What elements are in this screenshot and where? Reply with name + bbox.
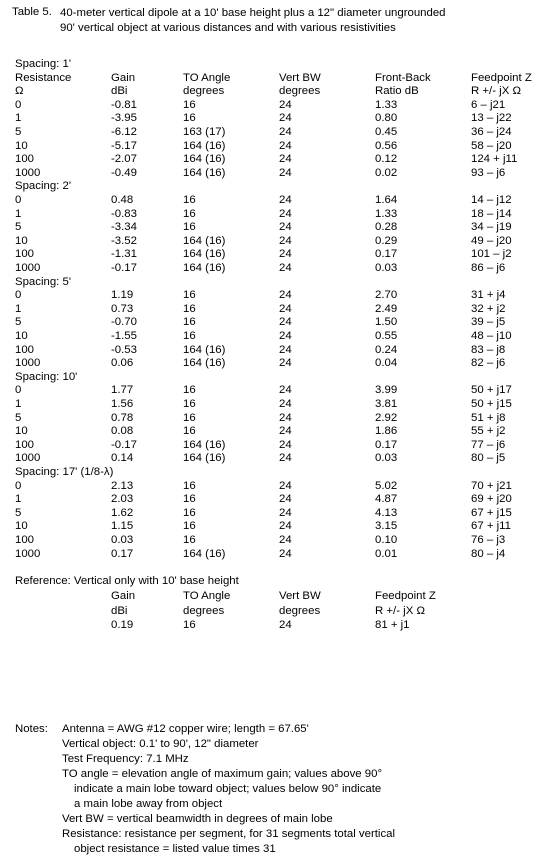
table-cell: Vert BW: [279, 590, 321, 603]
notes-label: Notes:: [15, 723, 48, 735]
table-cell: Feedpoint Z: [375, 590, 436, 603]
note-line: TO angle = elevation angle of maximum gain; values above 90°: [62, 768, 382, 780]
table-cell: 32 + j2: [471, 302, 506, 315]
table-cell: 1: [15, 207, 22, 220]
table-cell: 24: [279, 520, 292, 533]
table-cell: 1.15: [111, 520, 134, 533]
table-cell: 24: [279, 547, 292, 560]
note-line: a main lobe away from object: [74, 798, 223, 810]
table-cell: 18 – j14: [471, 207, 512, 220]
table-cell: -0.49: [111, 166, 137, 179]
table-row: [0, 112, 556, 126]
table-cell: 58 – j20: [471, 139, 512, 152]
table-cell: 5: [15, 411, 22, 424]
table-row: [0, 330, 556, 344]
note-line: object resistance = listed value times 31: [74, 843, 276, 855]
table-cell: 2.92: [375, 411, 398, 424]
note-line: Vert BW = vertical beamwidth in degrees of main lobe: [62, 813, 333, 825]
table-title-label: Table 5.: [12, 6, 52, 18]
table-cell: 70 + j21: [471, 479, 512, 492]
table-cell: 164 (16): [183, 438, 226, 451]
table-cell: -0.70: [111, 316, 137, 329]
table-cell: 5: [15, 126, 22, 138]
table-cell: 1.62: [111, 506, 134, 519]
table-cell: Ω: [15, 85, 24, 98]
table-cell: 24: [279, 619, 292, 632]
table-cell: 0.03: [375, 452, 398, 465]
table-cell: 0.01: [375, 547, 398, 560]
table-cell: 0.19: [111, 619, 134, 632]
table-cell: 0.03: [375, 262, 398, 274]
table-cell: 163 (17): [183, 126, 226, 138]
table-cell: 24: [279, 166, 292, 179]
table-cell: 16: [183, 194, 196, 206]
table-cell: degrees: [183, 85, 225, 98]
table-cell: 100: [15, 248, 35, 261]
table-cell: 16: [183, 289, 196, 302]
table-cell: 67 + j11: [471, 520, 512, 533]
table-cell: 164 (16): [183, 262, 226, 274]
table-cell: 0: [15, 384, 22, 397]
table-row: [0, 140, 556, 154]
table-cell: 164 (16): [183, 547, 226, 560]
table-cell: degrees: [279, 604, 321, 617]
note-line: Vertical object: 0.1' to 90', 12" diameter: [62, 738, 259, 750]
table-cell: -3.34: [111, 221, 137, 234]
table-cell: 0.78: [111, 411, 134, 424]
table-cell: Resistance: [15, 71, 72, 84]
table-cell: 24: [279, 126, 292, 138]
table-cell: 1: [15, 493, 22, 506]
table-cell: 164 (16): [183, 343, 226, 356]
reference-header-row: [0, 605, 556, 619]
table-cell: 16: [183, 330, 196, 342]
table-cell: 4.13: [375, 506, 398, 519]
table-cell: 16: [183, 98, 196, 111]
table-cell: 24: [279, 112, 292, 125]
table-cell: -6.12: [111, 126, 137, 138]
table-cell: 16: [183, 112, 196, 125]
table-cell: 76 – j3: [471, 534, 506, 546]
table-cell: 86 – j6: [471, 262, 506, 274]
table-row: [0, 235, 556, 249]
table-cell: 3.81: [375, 398, 398, 410]
table-cell: 50 + j15: [471, 398, 512, 410]
table-cell: 77 – j6: [471, 438, 506, 451]
reference-label: Reference: Vertical only with 10' base height: [15, 575, 239, 588]
table-cell: 24: [279, 438, 292, 451]
table-row: [0, 534, 556, 548]
table-cell: -2.07: [111, 153, 137, 166]
table-cell: 24: [279, 398, 292, 410]
table-cell: 24: [279, 153, 292, 166]
table-cell: R +/- jX Ω: [375, 604, 425, 617]
table-cell: 2.03: [111, 493, 134, 506]
table-cell: dBi: [111, 85, 128, 98]
header-row: [0, 72, 556, 86]
table-cell: 0.17: [375, 438, 398, 451]
table-cell: 14 – j12: [471, 194, 512, 206]
table-row: [0, 398, 556, 412]
table-cell: 0: [15, 479, 22, 492]
table-cell: 16: [183, 479, 196, 492]
table-cell: 10: [15, 330, 28, 342]
table-cell: 24: [279, 452, 292, 465]
table-row: [0, 344, 556, 358]
table-cell: 1.50: [375, 316, 398, 329]
table-row: [0, 248, 556, 262]
table-cell: 1.19: [111, 289, 134, 302]
table-cell: 24: [279, 234, 292, 247]
table-cell: 6 – j21: [471, 98, 506, 111]
table-cell: 2.70: [375, 289, 398, 302]
table-cell: 164 (16): [183, 139, 226, 152]
table-cell: 0.02: [375, 166, 398, 179]
table-cell: 24: [279, 330, 292, 342]
table-cell: 93 – j6: [471, 166, 506, 179]
table-cell: 16: [183, 534, 196, 546]
table-cell: 24: [279, 343, 292, 356]
table-cell: Gain: [111, 71, 136, 84]
table-cell: 24: [279, 506, 292, 519]
table-cell: 0.17: [375, 248, 398, 261]
table-cell: 1000: [15, 357, 41, 370]
table-cell: 1.33: [375, 207, 398, 220]
table-row: [0, 384, 556, 398]
table-cell: 3.99: [375, 384, 398, 397]
spacing-label: [0, 180, 556, 194]
table-row: [0, 357, 556, 371]
table-cell: 0.14: [111, 452, 134, 465]
table-row: [0, 126, 556, 140]
table-cell: 0.03: [111, 534, 134, 546]
table-cell: 80 – j5: [471, 452, 506, 465]
reference-values-row: [0, 619, 556, 633]
table-row: [0, 194, 556, 208]
table-cell: -0.17: [111, 438, 137, 451]
table-cell: 0.80: [375, 112, 398, 125]
table-cell: 16: [183, 493, 196, 506]
table-cell: -3.95: [111, 112, 137, 125]
table-row: [0, 153, 556, 167]
table-cell: 24: [279, 316, 292, 329]
table-cell: 24: [279, 302, 292, 315]
table-cell: 49 – j20: [471, 234, 512, 247]
table-cell: 3.15: [375, 520, 398, 533]
table-cell: 100: [15, 438, 35, 451]
spacing-text: Spacing: 5': [15, 275, 72, 288]
table-row: [0, 316, 556, 330]
note-line: Antenna = AWG #12 copper wire; length = 67.65': [62, 723, 309, 735]
table-cell: 0.10: [375, 534, 398, 546]
table-cell: 24: [279, 357, 292, 370]
table-cell: 1: [15, 398, 22, 410]
table-cell: 0.12: [375, 153, 398, 166]
table-cell: dBi: [111, 604, 128, 617]
table-row: [0, 208, 556, 222]
table-cell: 0.06: [111, 357, 134, 370]
table-cell: 164 (16): [183, 166, 226, 179]
table-cell: 1: [15, 302, 22, 315]
table-cell: 16: [183, 411, 196, 424]
table-cell: 5: [15, 506, 22, 519]
table-cell: 16: [183, 619, 196, 632]
table-cell: Feedpoint Z: [471, 71, 532, 84]
table-cell: 10: [15, 425, 28, 438]
table-row: [0, 303, 556, 317]
table-row: [0, 480, 556, 494]
table-cell: -1.55: [111, 330, 137, 342]
spacing-text: Spacing: 17' (1/8-λ): [15, 466, 114, 478]
table-cell: 24: [279, 289, 292, 302]
table-cell: 24: [279, 194, 292, 206]
table-cell: 0.29: [375, 234, 398, 247]
table-cell: 164 (16): [183, 452, 226, 465]
table-cell: 2.49: [375, 302, 398, 315]
table-cell: 0.45: [375, 126, 398, 138]
table-cell: 1.56: [111, 398, 134, 410]
table-cell: Vert BW: [279, 71, 321, 84]
table-cell: -1.31: [111, 248, 137, 261]
table-row: [0, 507, 556, 521]
table-cell: 16: [183, 520, 196, 533]
table-cell: 24: [279, 493, 292, 506]
table-cell: 24: [279, 207, 292, 220]
table-cell: -5.17: [111, 139, 137, 152]
table-cell: 100: [15, 534, 35, 546]
spacing-label: [0, 58, 556, 72]
table-cell: 82 – j6: [471, 357, 506, 370]
table-row: [0, 221, 556, 235]
table-cell: 0: [15, 289, 22, 302]
table-cell: 1.77: [111, 384, 134, 397]
spacing-text: Spacing: 1': [15, 58, 72, 70]
table-cell: 1000: [15, 452, 41, 465]
spacing-label: [0, 371, 556, 385]
table-cell: 4.87: [375, 493, 398, 506]
table-cell: 1000: [15, 547, 41, 560]
table-row: [0, 425, 556, 439]
table-cell: degrees: [183, 604, 225, 617]
table-cell: 34 – j19: [471, 221, 512, 234]
note-line: Test Frequency: 7.1 MHz: [62, 753, 189, 765]
table-cell: 24: [279, 534, 292, 546]
table-cell: 164 (16): [183, 357, 226, 370]
table-cell: 164 (16): [183, 153, 226, 166]
table-cell: 10: [15, 234, 28, 247]
table-cell: 0: [15, 194, 22, 206]
table-cell: 1.33: [375, 98, 398, 111]
table-cell: TO Angle: [183, 71, 231, 84]
table-cell: -0.83: [111, 207, 137, 220]
table-cell: 1.86: [375, 425, 398, 438]
table-row: [0, 167, 556, 181]
table-row: [0, 493, 556, 507]
spacing-label: [0, 276, 556, 290]
table-cell: 0.08: [111, 425, 134, 438]
table-cell: 24: [279, 248, 292, 261]
spacing-text: Spacing: 10': [15, 370, 78, 383]
table-cell: 48 – j10: [471, 330, 512, 342]
table-cell: 16: [183, 398, 196, 410]
table-cell: 1.64: [375, 194, 398, 206]
table-row: [0, 452, 556, 466]
table-cell: 16: [183, 425, 196, 438]
table-cell: 1000: [15, 166, 41, 179]
table-cell: 0.04: [375, 357, 398, 370]
table-cell: 0.24: [375, 343, 398, 356]
table-row: [0, 412, 556, 426]
table-cell: -0.17: [111, 262, 137, 274]
table-cell: 83 – j8: [471, 343, 506, 356]
table-cell: 39 – j5: [471, 316, 506, 329]
table-title: [60, 6, 446, 36]
table-cell: 16: [183, 506, 196, 519]
table-cell: 24: [279, 384, 292, 397]
table-cell: 5.02: [375, 479, 398, 492]
table-cell: 1000: [15, 262, 41, 274]
table-cell: 16: [183, 302, 196, 315]
note-line: Resistance: resistance per segment, for 31 segments total vertical: [62, 828, 396, 840]
table-row: [0, 548, 556, 562]
table-cell: 100: [15, 153, 35, 166]
table-cell: degrees: [279, 85, 321, 98]
spacing-label: [0, 466, 556, 480]
table-cell: Gain: [111, 590, 136, 603]
table-cell: 16: [183, 316, 196, 329]
table-cell: 16: [183, 221, 196, 234]
table-title-line: 40-meter vertical dipole at a 10' base height plus a 12" diameter ungrounded: [60, 7, 446, 19]
table-row: [0, 289, 556, 303]
table-cell: 24: [279, 139, 292, 152]
header-row: [0, 85, 556, 99]
table-title-line: 90' vertical object at various distances and with various resistivities: [60, 22, 396, 34]
table-cell: R +/- jX Ω: [471, 85, 521, 98]
table-row: [0, 439, 556, 453]
note-line: indicate a main lobe toward object; values below 90° indicate: [74, 783, 382, 795]
table-cell: 51 + j8: [471, 411, 506, 424]
table-cell: TO Angle: [183, 590, 231, 603]
reference-header-row: [0, 590, 556, 604]
table-cell: 50 + j17: [471, 384, 512, 397]
table-cell: 24: [279, 98, 292, 111]
table-cell: 164 (16): [183, 248, 226, 261]
table-cell: Ratio dB: [375, 85, 419, 98]
table-cell: 10: [15, 139, 28, 152]
table-cell: 0.17: [111, 547, 134, 560]
spacing-text: Spacing: 2': [15, 180, 72, 193]
table-cell: 55 + j2: [471, 425, 506, 438]
table-cell: 1: [15, 112, 22, 125]
table-cell: 24: [279, 262, 292, 274]
table-cell: -3.52: [111, 234, 137, 247]
table-cell: 81 + j1: [375, 619, 410, 632]
table-cell: 36 – j24: [471, 126, 512, 138]
table-cell: 24: [279, 479, 292, 492]
table-cell: 13 – j22: [471, 112, 512, 125]
table-cell: 5: [15, 316, 22, 329]
table-cell: 101 – j2: [471, 248, 512, 261]
table-cell: 69 + j20: [471, 493, 512, 506]
table-cell: 0.73: [111, 302, 134, 315]
table-row: [0, 99, 556, 113]
table-cell: 24: [279, 221, 292, 234]
table-cell: -0.81: [111, 98, 137, 111]
table-cell: 0.48: [111, 194, 134, 206]
table-cell: -0.53: [111, 343, 137, 356]
table-cell: 80 – j4: [471, 547, 506, 560]
table-cell: 2.13: [111, 479, 134, 492]
table-cell: 0.55: [375, 330, 398, 342]
table-cell: 5: [15, 221, 22, 234]
table-cell: 24: [279, 411, 292, 424]
table-cell: 24: [279, 425, 292, 438]
table-row: [0, 520, 556, 534]
table-cell: 16: [183, 384, 196, 397]
table-cell: 164 (16): [183, 234, 226, 247]
table-cell: 16: [183, 207, 196, 220]
table-cell: 0.56: [375, 139, 398, 152]
table-cell: 100: [15, 343, 35, 356]
table-cell: 67 + j15: [471, 506, 512, 519]
table-cell: 0: [15, 98, 22, 111]
table-cell: 31 + j4: [471, 289, 506, 302]
table-cell: 124 + j11: [471, 153, 518, 166]
table-cell: Front-Back: [375, 71, 431, 84]
table-row: [0, 262, 556, 276]
table-cell: 0.28: [375, 221, 398, 234]
table-cell: 10: [15, 520, 28, 533]
